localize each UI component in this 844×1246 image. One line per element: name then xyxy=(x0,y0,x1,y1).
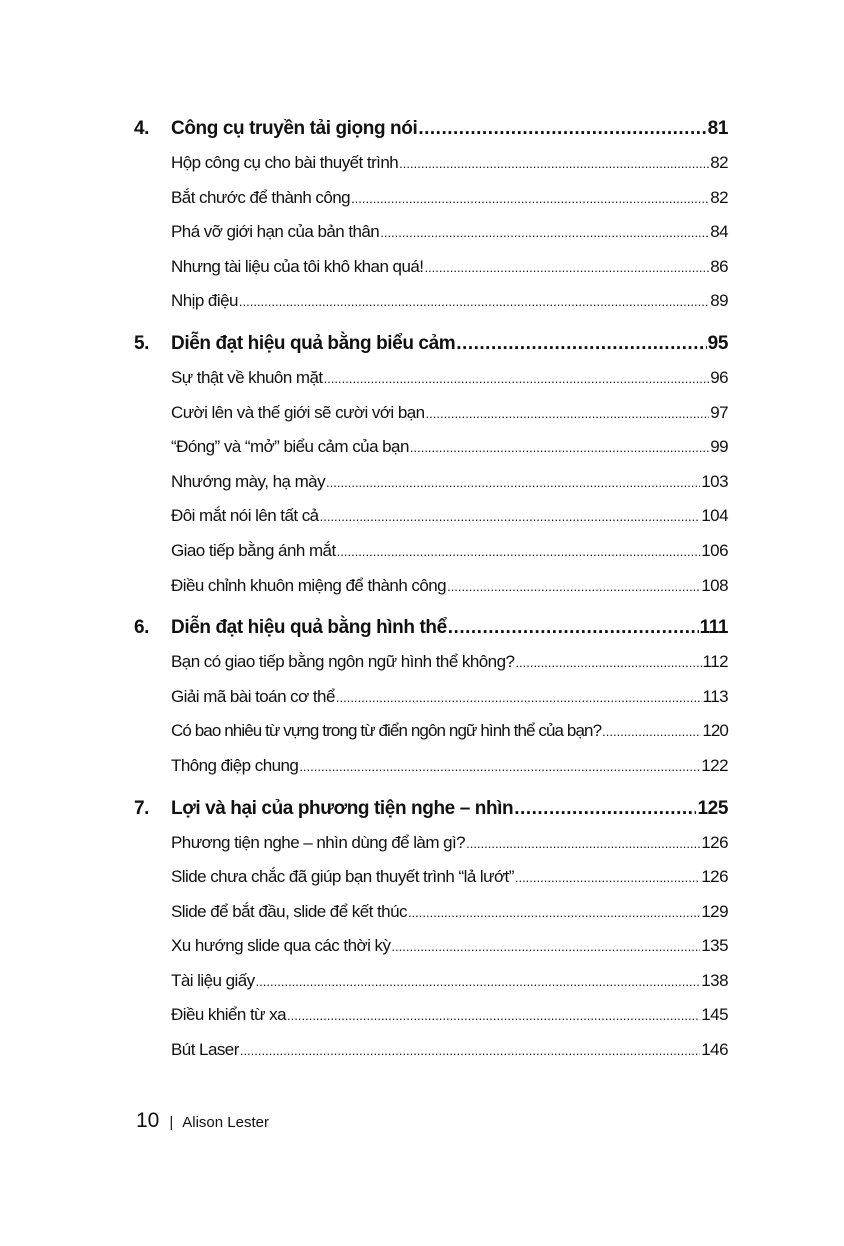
entry-title: Thông điệp chung xyxy=(171,755,299,775)
toc-entry xyxy=(171,645,728,680)
entry-title: Điều khiển từ xa xyxy=(171,1005,287,1025)
entry-title: Sự thật về khuôn mặt xyxy=(171,367,323,387)
entry-page-number: 86 xyxy=(710,256,728,276)
entry-title: “Đóng” và “mở” biểu cảm của bạn xyxy=(171,437,409,457)
entry-page-number: 122 xyxy=(701,755,728,775)
entry-page-number: 106 xyxy=(701,540,728,560)
toc-entry xyxy=(171,714,728,749)
dot-leader xyxy=(399,146,709,182)
entry-page-number: 112 xyxy=(702,652,728,672)
entry-page-number: 103 xyxy=(701,471,728,491)
page-number: 10 xyxy=(136,1109,160,1132)
chapter-entries xyxy=(134,826,728,1068)
chapter-number: 7. xyxy=(134,797,150,819)
entry-page-number: 104 xyxy=(701,506,728,526)
dot-leader xyxy=(320,499,701,535)
entry-page-number: 82 xyxy=(710,187,728,207)
chapter-page-number: 111 xyxy=(699,617,728,639)
entry-title: Nhưng tài liệu của tôi khô khan quá! xyxy=(171,256,424,276)
entry-title: Xu hướng slide qua các thời kỳ xyxy=(171,936,391,956)
toc-entry xyxy=(171,534,728,569)
dot-leader xyxy=(515,645,701,681)
dot-leader xyxy=(602,714,701,750)
toc-entry xyxy=(171,749,728,784)
page-footer xyxy=(136,1106,269,1136)
entry-title: Phá vỡ giới hạn của bản thân xyxy=(171,222,380,242)
dot-leader xyxy=(240,1033,700,1069)
chapter-page-number: 81 xyxy=(707,118,728,139)
toc-entry xyxy=(171,964,728,999)
toc-entry xyxy=(171,396,728,431)
chapter-heading xyxy=(134,112,728,146)
entry-title: Nhịp điệu xyxy=(171,291,238,311)
chapter-title: Diễn đạt hiệu quả bằng hình thể xyxy=(171,617,447,639)
chapter-title: Lợi và hại của phương tiện nghe – nhìn xyxy=(171,797,514,819)
dot-leader xyxy=(448,611,699,645)
entry-page-number: 97 xyxy=(710,402,728,422)
entry-title: Bắt chước để thành công xyxy=(171,187,351,207)
chapter-entries xyxy=(134,361,728,603)
toc-entry xyxy=(171,826,728,861)
toc-entry xyxy=(171,998,728,1033)
chapter-5 xyxy=(134,327,728,603)
dot-leader xyxy=(515,860,700,896)
entry-page-number: 89 xyxy=(710,291,728,311)
toc-entry xyxy=(171,361,728,396)
dot-leader xyxy=(299,749,700,785)
dot-leader xyxy=(456,327,706,361)
dot-leader xyxy=(351,181,709,217)
entry-title: Slide chưa chắc đã giúp bạn thuyết trình “lả lướt” xyxy=(171,867,514,887)
toc-entry xyxy=(171,860,728,895)
footer-separator: | xyxy=(169,1114,174,1131)
chapter-heading xyxy=(134,327,728,361)
entry-page-number: 82 xyxy=(710,153,728,172)
entry-page-number: 84 xyxy=(710,222,728,242)
entry-title: Giao tiếp bằng ánh mắt xyxy=(171,540,336,560)
table-of-contents xyxy=(134,112,728,1068)
entry-title: Nhướng mày, hạ mày xyxy=(171,471,326,491)
dot-leader xyxy=(287,998,700,1034)
dot-leader xyxy=(447,569,700,605)
chapter-number: 6. xyxy=(134,617,150,639)
entry-title: Bạn có giao tiếp bằng ngôn ngữ hình thể không? xyxy=(171,652,515,672)
chapter-6 xyxy=(134,611,728,783)
toc-entry xyxy=(171,284,728,319)
dot-leader xyxy=(326,465,700,501)
entry-title: Giải mã bài toán cơ thể xyxy=(171,686,335,706)
dot-leader xyxy=(408,895,700,931)
chapter-number: 4. xyxy=(134,118,150,139)
chapter-entries xyxy=(134,645,728,783)
toc-entry xyxy=(171,215,728,250)
toc-entry xyxy=(171,499,728,534)
chapter-4 xyxy=(134,112,728,319)
entry-page-number: 126 xyxy=(701,832,728,852)
entry-page-number: 96 xyxy=(710,367,728,387)
chapter-7 xyxy=(134,792,728,1068)
chapter-title: Công cụ truyền tải giọng nói xyxy=(171,118,418,139)
dot-leader xyxy=(426,396,710,432)
dot-leader xyxy=(336,680,702,716)
toc-entry xyxy=(171,895,728,930)
chapter-title: Diễn đạt hiệu quả bằng biểu cảm xyxy=(171,332,456,354)
dot-leader xyxy=(418,112,706,146)
toc-entry xyxy=(171,1033,728,1068)
dot-leader xyxy=(337,534,701,570)
chapter-page-number: 125 xyxy=(697,797,728,819)
chapter-page-number: 95 xyxy=(707,332,728,354)
entry-title: Tài liệu giấy xyxy=(171,970,255,990)
entry-title: Cười lên và thế giới sẽ cười với bạn xyxy=(171,402,425,422)
entry-page-number: 99 xyxy=(710,437,728,457)
dot-leader xyxy=(514,792,696,826)
entry-page-number: 135 xyxy=(701,936,728,956)
entry-page-number: 120 xyxy=(702,721,728,741)
toc-entry xyxy=(171,146,728,181)
entry-page-number: 129 xyxy=(701,901,728,921)
entry-page-number: 126 xyxy=(701,867,728,887)
entry-title: Có bao nhiêu từ vựng trong từ điển ngôn ngữ hình thể của bạn? xyxy=(171,721,602,741)
toc-entry xyxy=(171,181,728,216)
dot-leader xyxy=(391,929,700,965)
dot-leader xyxy=(410,430,709,466)
author-name: Alison Lester xyxy=(182,1114,269,1131)
toc-entry xyxy=(171,680,728,715)
entry-title: Điều chỉnh khuôn miệng để thành công xyxy=(171,575,447,595)
entry-page-number: 146 xyxy=(701,1040,728,1060)
entry-title: Bút Laser xyxy=(171,1040,239,1060)
chapter-heading xyxy=(134,792,728,826)
dot-leader xyxy=(424,250,709,286)
entry-page-number: 108 xyxy=(701,575,728,595)
dot-leader xyxy=(380,215,709,251)
toc-entry xyxy=(171,929,728,964)
dot-leader xyxy=(466,826,700,862)
chapter-number: 5. xyxy=(134,332,150,354)
dot-leader xyxy=(256,964,701,1000)
entry-title: Phương tiện nghe – nhìn dùng để làm gì? xyxy=(171,832,466,852)
entry-page-number: 145 xyxy=(701,1005,728,1025)
toc-entry xyxy=(171,569,728,604)
toc-entry xyxy=(171,430,728,465)
chapter-heading xyxy=(134,611,728,645)
dot-leader xyxy=(239,284,709,320)
dot-leader xyxy=(324,361,710,397)
toc-entry xyxy=(171,465,728,500)
chapter-entries xyxy=(134,146,728,319)
toc-entry xyxy=(171,250,728,285)
entry-title: Slide để bắt đầu, slide để kết thúc xyxy=(171,901,407,921)
entry-page-number: 113 xyxy=(702,686,728,706)
entry-title: Đôi mắt nói lên tất cả xyxy=(171,506,319,526)
entry-title: Hộp công cụ cho bài thuyết trình xyxy=(171,153,399,172)
entry-page-number: 138 xyxy=(701,970,728,990)
